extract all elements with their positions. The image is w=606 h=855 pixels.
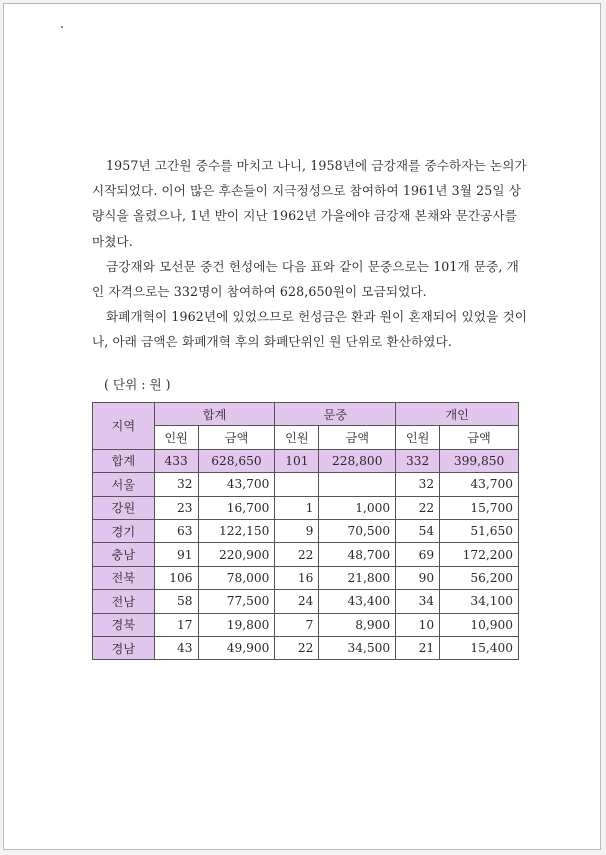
table-row <box>93 636 519 659</box>
amount-cell: 122,150 <box>198 519 275 542</box>
donation-table <box>92 402 519 660</box>
amount-cell: 48,700 <box>319 543 396 566</box>
scan-speck <box>61 26 63 28</box>
table-row <box>93 566 519 589</box>
count-cell: 22 <box>275 636 319 659</box>
count-cell: 1 <box>275 496 319 519</box>
sub-header: 인원 <box>275 426 319 449</box>
sub-header: 금액 <box>198 426 275 449</box>
count-cell: 433 <box>154 449 198 472</box>
text-line: 시작되었다. 이어 많은 후손들이 지극정성으로 참여하여 1961년 3월 25일 상 <box>92 183 521 199</box>
text-line: 인 자격으로는 332명이 참여하여 628,650원이 모금되었다. <box>92 284 427 300</box>
count-cell: 106 <box>154 566 198 589</box>
count-cell: 17 <box>154 613 198 636</box>
amount-cell: 49,900 <box>198 636 275 659</box>
amount-cell: 15,400 <box>440 636 519 659</box>
group-header-clan: 문중 <box>275 403 396 426</box>
count-cell: 9 <box>275 519 319 542</box>
count-cell: 101 <box>275 449 319 472</box>
table-group-header-row <box>93 403 519 426</box>
amount-cell: 21,800 <box>319 566 396 589</box>
table-body <box>93 449 519 660</box>
region-header: 지역 <box>93 403 155 450</box>
amount-cell: 628,650 <box>198 449 275 472</box>
count-cell <box>275 473 319 496</box>
amount-cell: 34,500 <box>319 636 396 659</box>
sub-header: 금액 <box>319 426 396 449</box>
region-cell: 합계 <box>93 449 155 472</box>
group-header-total: 합계 <box>154 403 275 426</box>
amount-cell: 43,700 <box>198 473 275 496</box>
count-cell: 22 <box>275 543 319 566</box>
amount-cell <box>319 473 396 496</box>
table-row <box>93 519 519 542</box>
count-cell: 90 <box>396 566 440 589</box>
count-cell: 16 <box>275 566 319 589</box>
amount-cell: 220,900 <box>198 543 275 566</box>
region-cell: 전북 <box>93 566 155 589</box>
sub-header: 인원 <box>396 426 440 449</box>
text-line: 나, 아래 금액은 화폐개혁 후의 화폐단위인 원 단위로 환산하였다. <box>92 334 452 350</box>
text-line: 금강재와 모선문 중건 헌성에는 다음 표와 같이 문중으로는 101개 문중, 개 <box>106 258 519 274</box>
count-cell: 24 <box>275 590 319 613</box>
table-total-row <box>93 449 519 472</box>
count-cell: 32 <box>154 473 198 496</box>
count-cell: 34 <box>396 590 440 613</box>
table-row <box>93 543 519 566</box>
text-line: 1957년 고간원 중수를 마치고 나니, 1958년에 금강재를 중수하자는 논의가 <box>106 158 527 173</box>
text-line: 량식을 올렸으나, 1년 반이 지난 1962년 가을에야 금강재 본채와 문간공사를 <box>92 208 518 224</box>
count-cell: 23 <box>154 496 198 519</box>
region-cell: 경기 <box>93 519 155 542</box>
amount-cell: 78,000 <box>198 566 275 589</box>
count-cell: 58 <box>154 590 198 613</box>
count-cell: 10 <box>396 613 440 636</box>
amount-cell: 77,500 <box>198 590 275 613</box>
count-cell: 32 <box>396 473 440 496</box>
paragraph-1 <box>92 153 532 254</box>
region-cell: 서울 <box>93 473 155 496</box>
table-row <box>93 496 519 519</box>
document-page <box>3 3 601 850</box>
region-cell: 전남 <box>93 590 155 613</box>
count-cell: 54 <box>396 519 440 542</box>
count-cell: 22 <box>396 496 440 519</box>
amount-cell: 70,500 <box>319 519 396 542</box>
count-cell: 7 <box>275 613 319 636</box>
group-header-individual: 개인 <box>396 403 519 426</box>
region-cell: 강원 <box>93 496 155 519</box>
amount-cell: 19,800 <box>198 613 275 636</box>
unit-note: ( 단위 : 원 ) <box>104 377 171 392</box>
text-line: 화폐개혁이 1962년에 있었으므로 헌성금은 환과 원이 혼재되어 있었을 것이 <box>106 309 527 325</box>
sub-header: 인원 <box>154 426 198 449</box>
count-cell: 91 <box>154 543 198 566</box>
region-cell: 충남 <box>93 543 155 566</box>
amount-cell: 43,400 <box>319 590 396 613</box>
amount-cell: 172,200 <box>440 543 519 566</box>
region-cell: 경남 <box>93 636 155 659</box>
amount-cell: 399,850 <box>440 449 519 472</box>
amount-cell: 43,700 <box>440 473 519 496</box>
amount-cell: 16,700 <box>198 496 275 519</box>
count-cell: 43 <box>154 636 198 659</box>
table-row <box>93 613 519 636</box>
amount-cell: 1,000 <box>319 496 396 519</box>
count-cell: 69 <box>396 543 440 566</box>
amount-cell: 51,650 <box>440 519 519 542</box>
region-cell: 경북 <box>93 613 155 636</box>
paragraph-2 <box>92 254 532 304</box>
amount-cell: 8,900 <box>319 613 396 636</box>
sub-header: 금액 <box>440 426 519 449</box>
text-line: 마쳤다. <box>92 233 133 249</box>
amount-cell: 56,200 <box>440 566 519 589</box>
count-cell: 332 <box>396 449 440 472</box>
count-cell: 21 <box>396 636 440 659</box>
paragraph-3 <box>92 304 532 354</box>
count-cell: 63 <box>154 519 198 542</box>
amount-cell: 228,800 <box>319 449 396 472</box>
body-text <box>92 153 532 355</box>
amount-cell: 10,900 <box>440 613 519 636</box>
amount-cell: 34,100 <box>440 590 519 613</box>
table-row <box>93 473 519 496</box>
amount-cell: 15,700 <box>440 496 519 519</box>
table-sub-header-row <box>93 426 519 449</box>
table-row <box>93 590 519 613</box>
